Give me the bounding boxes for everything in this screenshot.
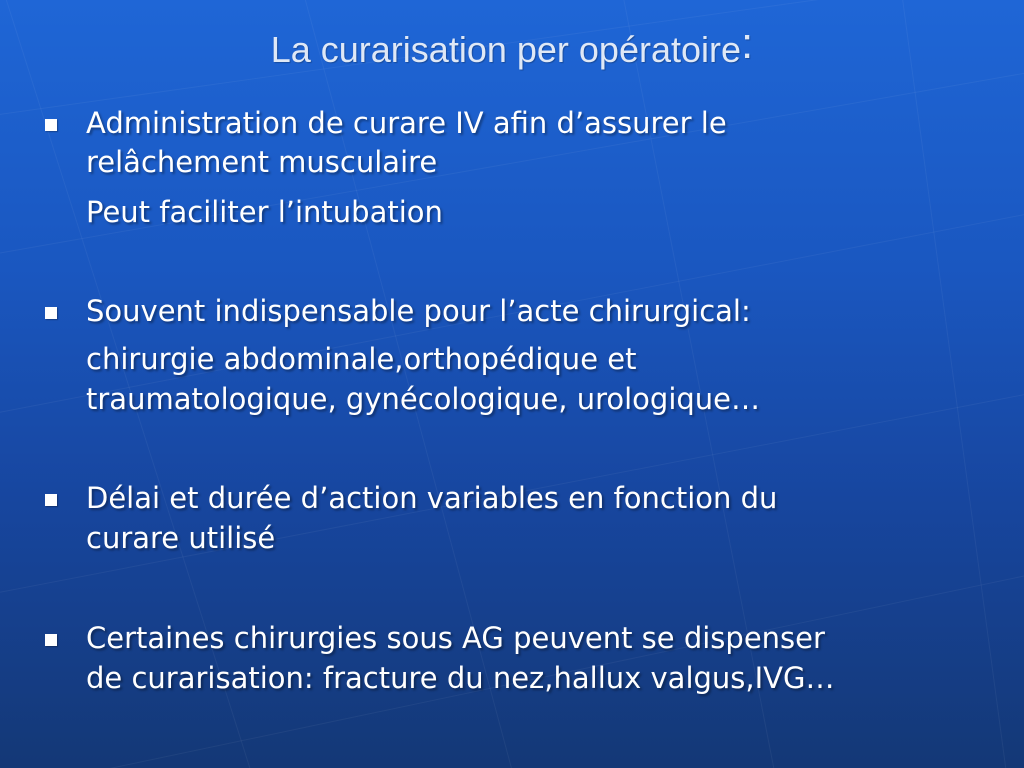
bullet-1-line-2: relâchement musculaire	[86, 145, 438, 179]
bullet-3-line-1: Délai et durée d’action variables en fonction du	[86, 481, 778, 515]
bullet-marker	[45, 307, 57, 319]
bullet-1-subline-1: Peut faciliter l’intubation	[86, 195, 443, 229]
bullet-1-line-1: Administration de curare IV afin d’assurer le	[86, 106, 727, 140]
bullet-4-line-1: Certaines chirurgies sous AG peuvent se dispenser	[86, 621, 825, 655]
bullet-2-subline-1: chirurgie abdominale,orthopédique et	[86, 342, 637, 376]
bullet-marker	[45, 119, 57, 131]
bullet-3-line-2: curare utilisé	[86, 521, 276, 555]
bullet-4-line-2: de curarisation: fracture du nez,hallux valgus,IVG…	[86, 661, 835, 695]
bullet-marker	[45, 494, 57, 506]
slide-title-colon: :	[741, 19, 754, 68]
bullet-marker	[45, 634, 57, 646]
slide-title-text: La curarisation per opératoire	[270, 29, 742, 70]
bullet-2-line-1: Souvent indispensable pour l’acte chirurgical:	[86, 294, 751, 328]
bullet-2-subline-2: traumatologique, gynécologique, urologique…	[86, 382, 761, 416]
